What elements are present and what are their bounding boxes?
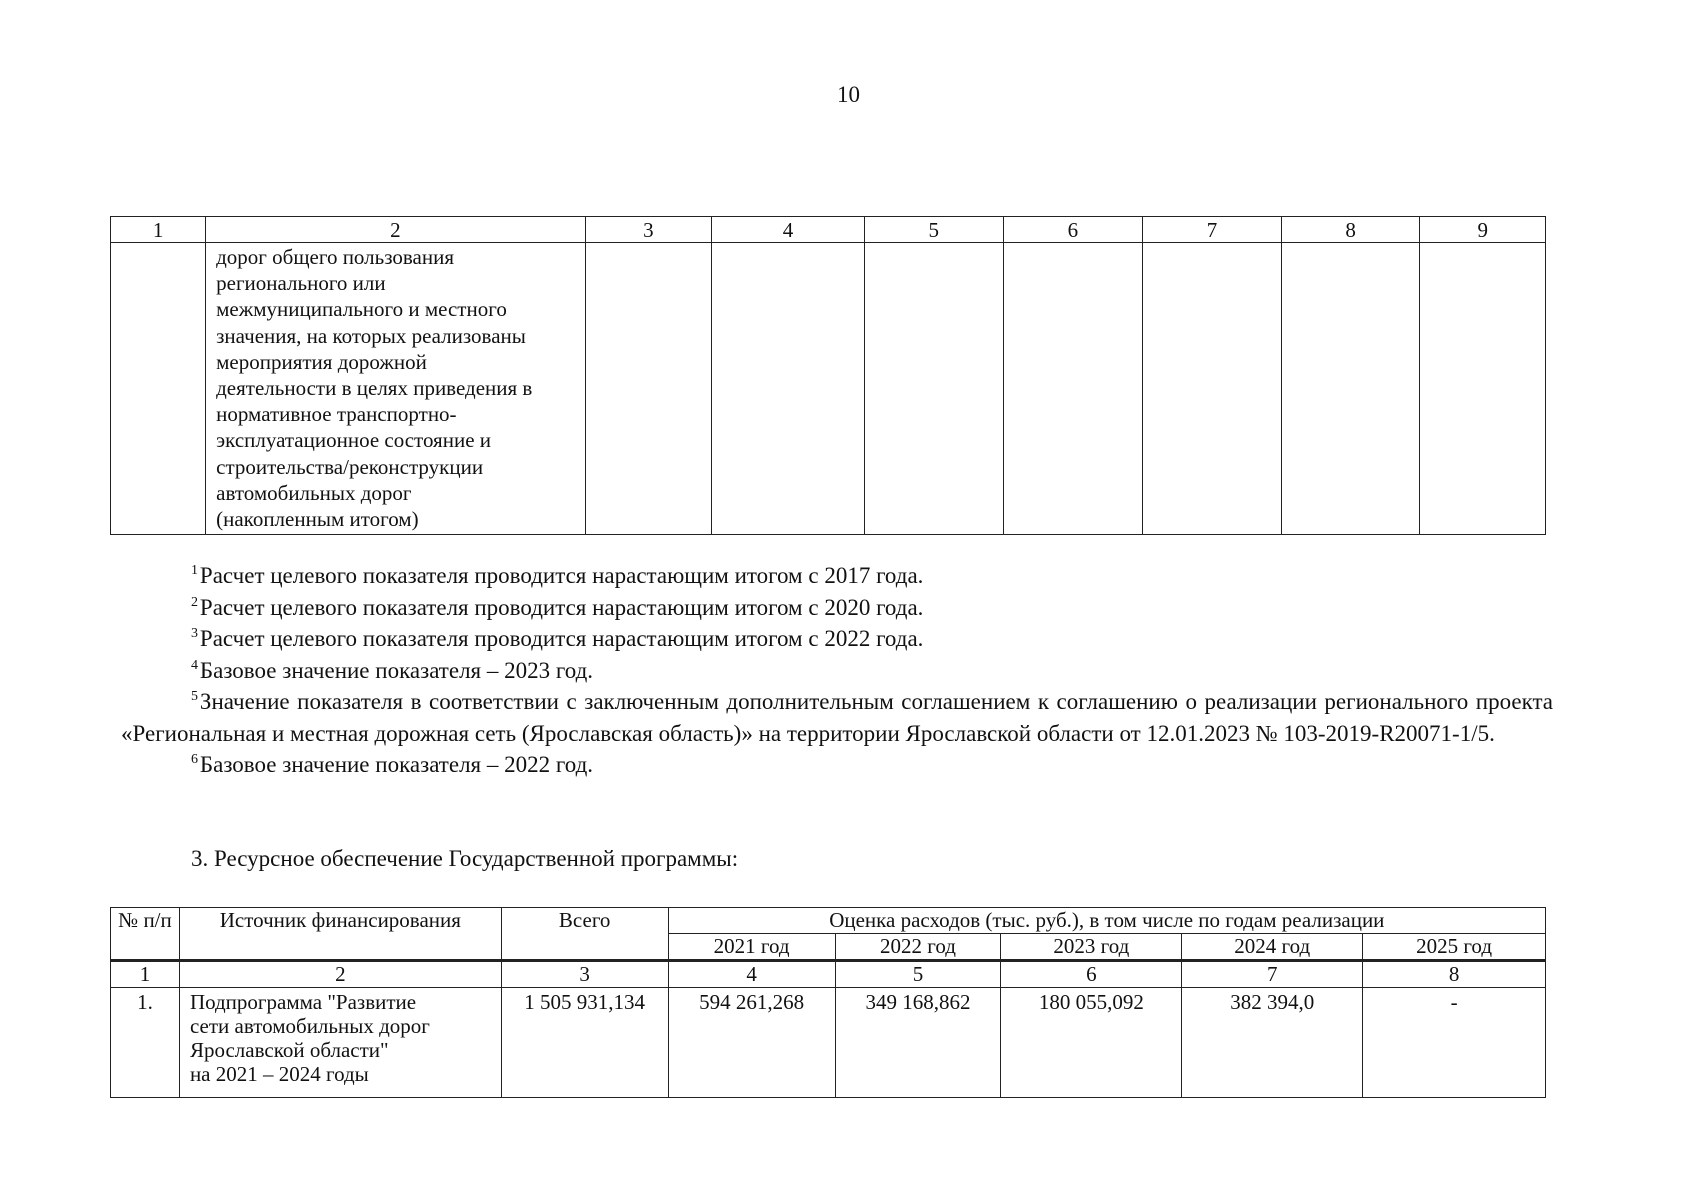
resource-table	[110, 907, 1546, 1098]
empty-cell	[1420, 243, 1546, 535]
source-line: Подпрограмма "Развитие	[189, 990, 417, 1014]
year-value: 180 055,092	[1001, 988, 1182, 1098]
empty-cell	[864, 243, 1003, 535]
source-line: Ярославской области"	[189, 1038, 389, 1062]
footnote-text: Базовое значение показателя – 2023 год.	[199, 657, 594, 683]
row-number-cell	[111, 243, 206, 535]
table-row	[111, 243, 1546, 535]
header-year: 2025 год	[1363, 934, 1546, 961]
empty-cell	[1143, 243, 1282, 535]
description-line: строительства/реконструкции	[216, 454, 484, 479]
column-number: 6	[1001, 961, 1182, 988]
column-number: 2	[179, 961, 501, 988]
footnote-text: Расчет целевого показателя проводится нарастающим итогом с 2022 года.	[199, 626, 924, 651]
description-line: (накопленным итогом)	[216, 507, 419, 532]
footnote-text: Значение показателя в соответствии с заключенным дополнительным соглашением к соглашению о реализации регионального проекта «Региональная и местная дорожная сеть (Ярославская область)» на территории Ярославской области от 12.01.2023 № 103-2019-R20071-1/5.	[121, 689, 1553, 746]
header-year: 2022 год	[835, 934, 1001, 961]
footnote-mark: 6	[191, 752, 198, 767]
description-line: межмуниципального и местного	[216, 297, 507, 322]
column-number-8: 8	[1281, 217, 1420, 243]
description-line: регионального или	[216, 271, 386, 296]
total-value: 1 505 931,134	[501, 988, 668, 1098]
section-title: 3. Ресурсное обеспечение Государственной программы:	[191, 846, 739, 871]
header-estimate: Оценка расходов (тыс. руб.), в том числе по годам реализации	[668, 908, 1545, 934]
page-number: 10	[837, 82, 860, 107]
table-header-row	[111, 217, 1546, 243]
footnote	[121, 749, 1553, 781]
footnote-mark: 2	[191, 594, 198, 610]
footnote	[121, 655, 1553, 687]
footnote-mark: 3	[191, 626, 198, 641]
table-row	[111, 988, 1546, 1098]
description-line: мероприятия дорожной	[216, 349, 427, 374]
source-line: сети автомобильных дорог	[189, 1014, 430, 1038]
footnote-mark: 1	[191, 563, 198, 578]
indicators-table-continuation	[110, 216, 1546, 535]
column-number: 3	[501, 961, 668, 988]
description-line: эксплуатационное состояние и	[216, 428, 492, 453]
empty-cell	[585, 243, 711, 535]
year-value: 382 394,0	[1182, 988, 1363, 1098]
table-numbering-row	[111, 961, 1546, 988]
column-number: 1	[111, 961, 180, 988]
column-number: 4	[668, 961, 835, 988]
empty-cell	[1281, 243, 1420, 535]
description-line: дорог общего пользования	[216, 245, 454, 269]
column-number-6: 6	[1003, 217, 1143, 243]
footnote	[121, 686, 1553, 749]
column-number-5: 5	[864, 217, 1003, 243]
description-line: автомобильных дорог	[216, 480, 412, 505]
footnote	[121, 560, 1553, 592]
row-number: 1.	[111, 988, 180, 1098]
column-number-2: 2	[206, 217, 585, 243]
year-value: 594 261,268	[668, 988, 835, 1098]
header-source: Источник финансирования	[179, 908, 501, 961]
column-number-4: 4	[712, 217, 865, 243]
empty-cell	[1003, 243, 1143, 535]
column-number-1: 1	[111, 217, 206, 243]
funding-source	[179, 988, 501, 1098]
indicator-description-cell	[206, 243, 585, 535]
footnote-text: Расчет целевого показателя проводится нарастающим итогом с 2020 года.	[199, 594, 924, 620]
description-line: деятельности в целях приведения в	[216, 376, 533, 401]
year-value: 349 168,862	[835, 988, 1001, 1098]
footnotes	[121, 560, 1553, 781]
footnote-mark: 4	[191, 657, 198, 673]
footnote	[121, 623, 1553, 655]
column-number: 7	[1182, 961, 1363, 988]
empty-cell	[712, 243, 865, 535]
footnote	[121, 592, 1553, 624]
column-number: 8	[1363, 961, 1546, 988]
description-line: нормативное транспортно-	[216, 402, 457, 427]
footnote-text: Базовое значение показателя – 2022 год.	[199, 752, 594, 777]
description-line: значения, на которых реализованы	[216, 323, 526, 348]
header-number: № п/п	[111, 908, 180, 961]
column-number: 5	[835, 961, 1001, 988]
header-total: Всего	[501, 908, 668, 961]
footnote-text: Расчет целевого показателя проводится нарастающим итогом с 2017 года.	[199, 563, 924, 588]
header-year: 2021 год	[668, 934, 835, 961]
column-number-9: 9	[1420, 217, 1546, 243]
header-year: 2023 год	[1001, 934, 1182, 961]
column-number-3: 3	[585, 217, 711, 243]
source-line: на 2021 – 2024 годы	[189, 1062, 369, 1086]
year-value: -	[1363, 988, 1546, 1098]
column-number-7: 7	[1143, 217, 1282, 243]
header-year: 2024 год	[1182, 934, 1363, 961]
footnote-mark: 5	[191, 689, 198, 704]
table-header-row	[111, 908, 1546, 934]
